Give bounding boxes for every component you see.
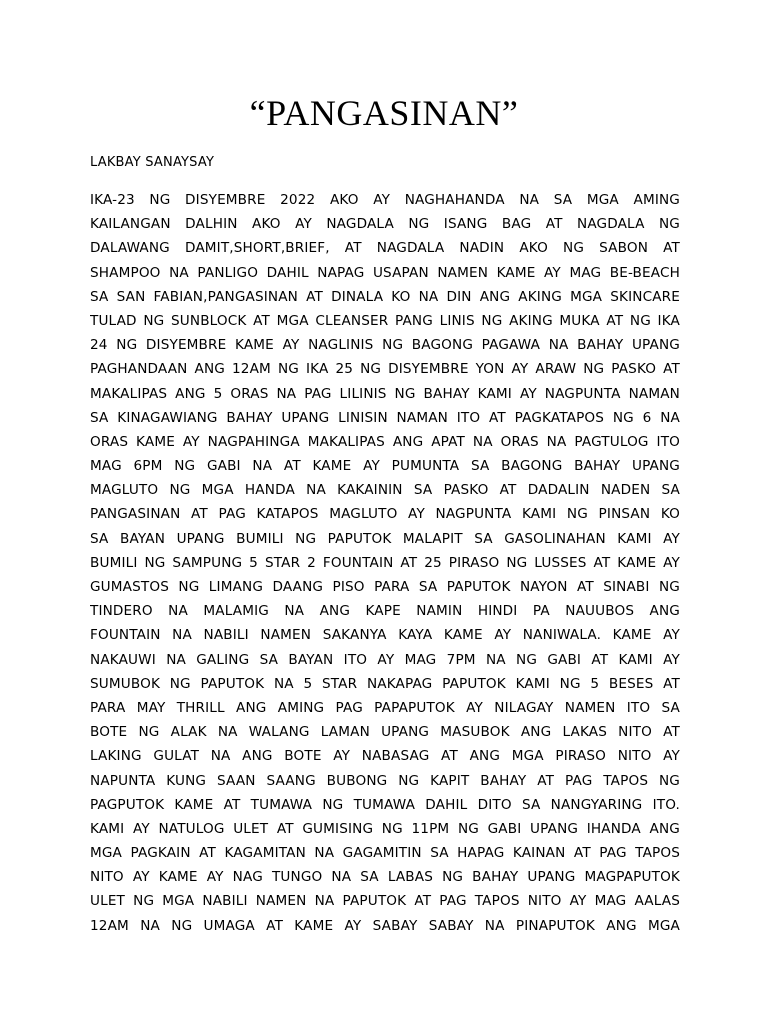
essay-line: PAGPUTOK KAME AT TUMAWA NG TUMAWA DAHIL DITO SA NANGYARING ITO. [90, 796, 680, 813]
essay-line: SA KINAGAWIANG BAHAY UPANG LINISIN NAMAN ITO AT PAGKATAPOS NG 6 NA [90, 409, 680, 426]
essay-line: SHAMPOO NA PANLIGO DAHIL NAPAG USAPAN NAMEN KAME AY MAG BE-BEACH [90, 264, 680, 281]
essay-line: SA SAN FABIAN,PANGASINAN AT DINALA KO NA DIN ANG AKING MGA SKINCARE [90, 288, 680, 305]
essay-line: NAKAUWI NA GALING SA BAYAN ITO AY MAG 7PM NA NG GABI AT KAMI AY [90, 651, 680, 668]
essay-line: BUMILI NG SAMPUNG 5 STAR 2 FOUNTAIN AT 25 PIRASO NG LUSSES AT KAME AY [90, 554, 680, 571]
essay-line: SA BAYAN UPANG BUMILI NG PAPUTOK MALAPIT SA GASOLINAHAN KAMI AY [90, 530, 680, 547]
essay-line: KAILANGAN DALHIN AKO AY NAGDALA NG ISANG BAG AT NAGDALA NG [90, 216, 680, 233]
essay-line: MAKALIPAS ANG 5 ORAS NA PAG LILINIS NG BAHAY KAMI AY NAGPUNTA NAMAN [90, 385, 680, 402]
essay-line: MAGLUTO NG MGA HANDA NA KAKAININ SA PASKO AT DADALIN NADEN SA [90, 482, 680, 499]
essay-line: LAKING GULAT NA ANG BOTE AY NABASAG AT ANG MGA PIRASO NITO AY [90, 748, 680, 765]
essay-body [90, 188, 680, 938]
essay-line: FOUNTAIN NA NABILI NAMEN SAKANYA KAYA KAME AY NANIWALA. KAME AY [90, 627, 680, 644]
essay-line: PAGHANDAAN ANG 12AM NG IKA 25 NG DISYEMBRE YON AY ARAW NG PASKO AT [90, 361, 680, 378]
essay-line: NAPUNTA KUNG SAAN SAANG BUBONG NG KAPIT BAHAY AT PAG TAPOS NG [90, 772, 680, 789]
document-title: “PANGASINAN” [249, 93, 519, 133]
essay-line: ULET NG MGA NABILI NAMEN NA PAPUTOK AT PAG TAPOS NITO AY MAG AALAS [90, 893, 680, 910]
document-subtitle: LAKBAY SANAYSAY [90, 155, 215, 170]
essay-line: SUMUBOK NG PAPUTOK NA 5 STAR NAKAPAG PAPUTOK KAMI NG 5 BESES AT [90, 675, 680, 692]
essay-line: NITO AY KAME AY NAG TUNGO NA SA LABAS NG BAHAY UPANG MAGPAPUTOK [90, 869, 680, 886]
essay-line: TULAD NG SUNBLOCK AT MGA CLEANSER PANG LINIS NG AKING MUKA AT NG IKA [90, 312, 680, 329]
essay-line: DALAWANG DAMIT,SHORT,BRIEF, AT NAGDALA NADIN AKO NG SABON AT [90, 240, 680, 257]
essay-line: TINDERO NA MALAMIG NA ANG KAPE NAMIN HINDI PA NAUUBOS ANG [90, 603, 680, 620]
essay-line: PARA MAY THRILL ANG AMING PAG PAPAPUTOK AY NILAGAY NAMEN ITO SA [90, 699, 680, 716]
essay-line: MGA PAGKAIN AT KAGAMITAN NA GAGAMITIN SA HAPAG KAINAN AT PAG TAPOS [90, 845, 680, 862]
essay-line: BOTE NG ALAK NA WALANG LAMAN UPANG MASUBOK ANG LAKAS NITO AT [90, 724, 680, 741]
essay-line: GUMASTOS NG LIMANG DAANG PISO PARA SA PAPUTOK NAYON AT SINABI NG [90, 579, 680, 595]
essay-line: 24 NG DISYEMBRE KAME AY NAGLINIS NG BAGONG PAGAWA NA BAHAY UPANG [90, 337, 680, 354]
essay-line: KAMI AY NATULOG ULET AT GUMISING NG 11PM NG GABI UPANG IHANDA ANG [90, 820, 680, 837]
essay-line: PANGASINAN AT PAG KATAPOS MAGLUTO AY NAGPUNTA KAMI NG PINSAN KO [90, 506, 680, 523]
essay-line: IKA-23 NG DISYEMBRE 2022 AKO AY NAGHAHANDA NA SA MGA AMING [90, 192, 680, 208]
essay-line: MAG 6PM NG GABI NA AT KAME AY PUMUNTA SA BAGONG BAHAY UPANG [90, 458, 680, 475]
essay-line: ORAS KAME AY NAGPAHINGA MAKALIPAS ANG APAT NA ORAS NA PAGTULOG ITO [90, 433, 680, 450]
essay-line: 12AM NA NG UMAGA AT KAME AY SABAY SABAY NA PINAPUTOK ANG MGA [90, 917, 680, 934]
